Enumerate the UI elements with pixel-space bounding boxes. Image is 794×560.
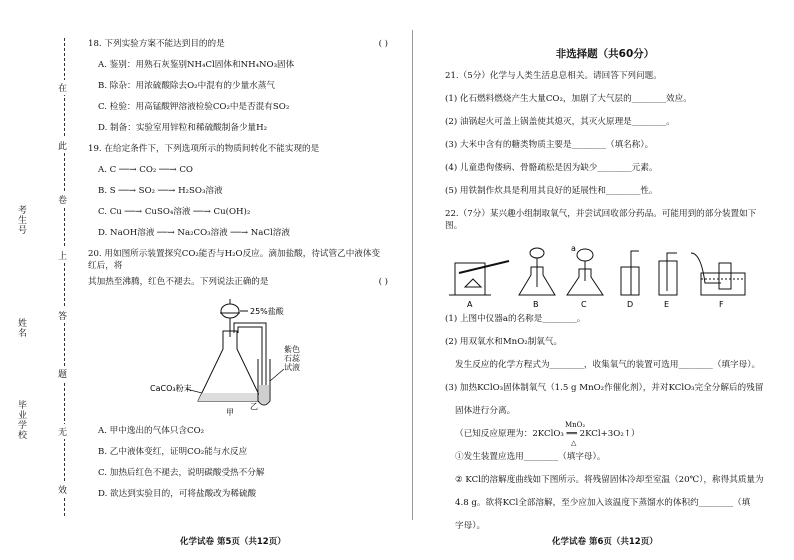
- litmus-solution: [259, 385, 269, 404]
- label-a: A: [467, 300, 473, 309]
- tube-label: 乙: [250, 402, 258, 411]
- q22-item: 字母）。: [455, 521, 486, 531]
- name-label: 姓名: [16, 318, 26, 338]
- answer-paren: ( ): [378, 39, 388, 49]
- flask-outline: [198, 331, 262, 401]
- question-20-line1: 20. 用如图所示装置探究CO₂能否与H₂O反应。滴加盐酸，待试管乙中液体变红后，将: [88, 249, 381, 271]
- option-b: B. 除杂：用浓硫酸除去O₂中混有的少量水蒸气: [98, 81, 275, 91]
- q22-equation-line: [445, 421, 765, 447]
- q21-item: (1) 化石燃料燃烧产生大量CO₂，加剧了大气层的________效应。: [445, 94, 692, 104]
- label-e: E: [664, 300, 670, 309]
- left-column: [88, 38, 388, 509]
- option-d: D. 制备：实验室用锌粒和稀硫酸制备少量H₂: [98, 123, 268, 133]
- question-stem: 18. 下列实验方案不能达到目的的是: [88, 39, 225, 49]
- seal-char: 答: [58, 308, 67, 323]
- co2-apparatus-figure: [88, 297, 388, 419]
- label-d: D: [627, 300, 634, 309]
- q22-item: ② KCl的溶解度曲线如下图所示。将残留固体冷却至室温（20℃），称得其质量为: [455, 475, 764, 485]
- question-21: 21.（5分）化学与人类生活息息相关。请回答下列问题。: [445, 71, 662, 81]
- seal-dashed-line: [64, 38, 65, 516]
- candidate-number-label: 考生号: [16, 205, 26, 235]
- funnel-bulb: [221, 304, 239, 318]
- page-footer-left: 化学试卷 第5页（共12页）: [180, 537, 286, 547]
- q21-item: (3) 大米中含有的糖类物质主要是________（填名称）。: [445, 140, 654, 150]
- q22-item: 发生反应的化学方程式为________，收集氧气的装置可选用________（填字母）。: [455, 360, 761, 370]
- option-d: D. 欲达到实验目的，可将盐酸改为稀硫酸: [98, 489, 257, 499]
- gas-apparatus-figure: [445, 243, 765, 309]
- q22-item: ①发生装置应选用________（填字母）。: [455, 452, 606, 462]
- right-column: [445, 48, 765, 543]
- q21-item: (5) 用铁制作炊具是利用其良好的延展性和________性。: [445, 186, 658, 196]
- acid-label: 25%盐酸: [250, 307, 284, 316]
- label-c: C: [581, 300, 587, 309]
- question-22: 22.（7分）某兴趣小组制取氧气，并尝试回收部分药品。可能用到的部分装置如下图。: [445, 209, 757, 231]
- q22-item: (1) 上图中仪器a的名称是________。: [445, 314, 586, 324]
- seal-char: 在: [58, 80, 67, 95]
- binding-margin: [0, 0, 70, 560]
- label-f: F: [719, 300, 724, 309]
- option-c: C. Cu ──→ CuSO₄溶液 ──→ Cu(OH)₂: [98, 207, 251, 217]
- q22-item: 4.8 g。欲将KCl全部溶解，至少应加入该温度下蒸馏水的体积约________（填: [455, 498, 751, 508]
- equation-catalyst: MnO₂: [565, 421, 586, 429]
- option-a: A. 甲中逸出的气体只含CO₂: [98, 426, 205, 436]
- option-a: A. C ──→ CO₂ ──→ CO: [98, 165, 193, 175]
- question-18: [88, 38, 388, 50]
- q22-item: (3) 加热KClO₃固体制氧气（1.5 g MnO₂作催化剂），并对KClO₃完全分解后的残留: [445, 383, 764, 393]
- seal-char: 卷: [58, 192, 67, 207]
- flask-label: 甲: [226, 408, 234, 417]
- option-a: A. 鉴别：用熟石灰鉴别NH₄Cl固体和NH₄NO₃固体: [98, 60, 295, 70]
- caco3-powder: [198, 393, 262, 401]
- option-b: B. 乙中液体变红，证明CO₂能与水反应: [98, 447, 248, 457]
- option-c: C. 加热后红色不褪去，说明碳酸受热不分解: [98, 468, 265, 478]
- q21-item: (2) 油锅起火可盖上锅盖使其熄灭，其灭火原理是________。: [445, 117, 675, 127]
- seal-char: 上: [58, 248, 67, 263]
- option-d: D. NaOH溶液 ──→ Na₂CO₃溶液 ──→ NaCl溶液: [98, 228, 290, 238]
- seal-char: 题: [58, 366, 67, 381]
- option-c: C. 检验：用高锰酸钾溶液检验CO₂中是否混有SO₂: [98, 102, 290, 112]
- answer-paren: ( ): [378, 277, 388, 287]
- option-b: B. S ──→ SO₂ ──→ H₂SO₃溶液: [98, 186, 223, 196]
- reagent-label: 紫色石蕊试液: [284, 345, 300, 372]
- page-footer-right: 化学试卷 第6页（共12页）: [552, 537, 658, 547]
- page-divider: [412, 30, 413, 520]
- equation-text: （已知反应原理为：2KClO₃ ══ 2KCl+3O₂↑）: [455, 429, 640, 439]
- question-20-line2: [88, 276, 388, 288]
- question-stem: 其加热至沸腾，红色不褪去。下列说法正确的是: [88, 277, 269, 287]
- seal-char: 此: [58, 138, 67, 153]
- q22-item: (2) 用双氧水和MnO₂制氧气。: [445, 337, 563, 347]
- school-label: 毕业学校: [16, 400, 26, 440]
- question-19: 19. 在给定条件下，下列选项所示的物质间转化不能实现的是: [88, 144, 320, 154]
- marker-a: a: [571, 244, 576, 253]
- q22-item: 固体进行分离。: [455, 406, 516, 416]
- seal-char: 无: [58, 424, 67, 439]
- seal-char: 效: [58, 482, 67, 497]
- solid-label: CaCO₃粉末: [150, 384, 192, 393]
- equation-heat: △: [571, 439, 577, 447]
- q21-item: (4) 儿童患佝偻病、骨骼疏松是因为缺少________元素。: [445, 163, 658, 173]
- section-title: 非选择题（共60分）: [555, 48, 655, 60]
- label-b: B: [533, 300, 539, 309]
